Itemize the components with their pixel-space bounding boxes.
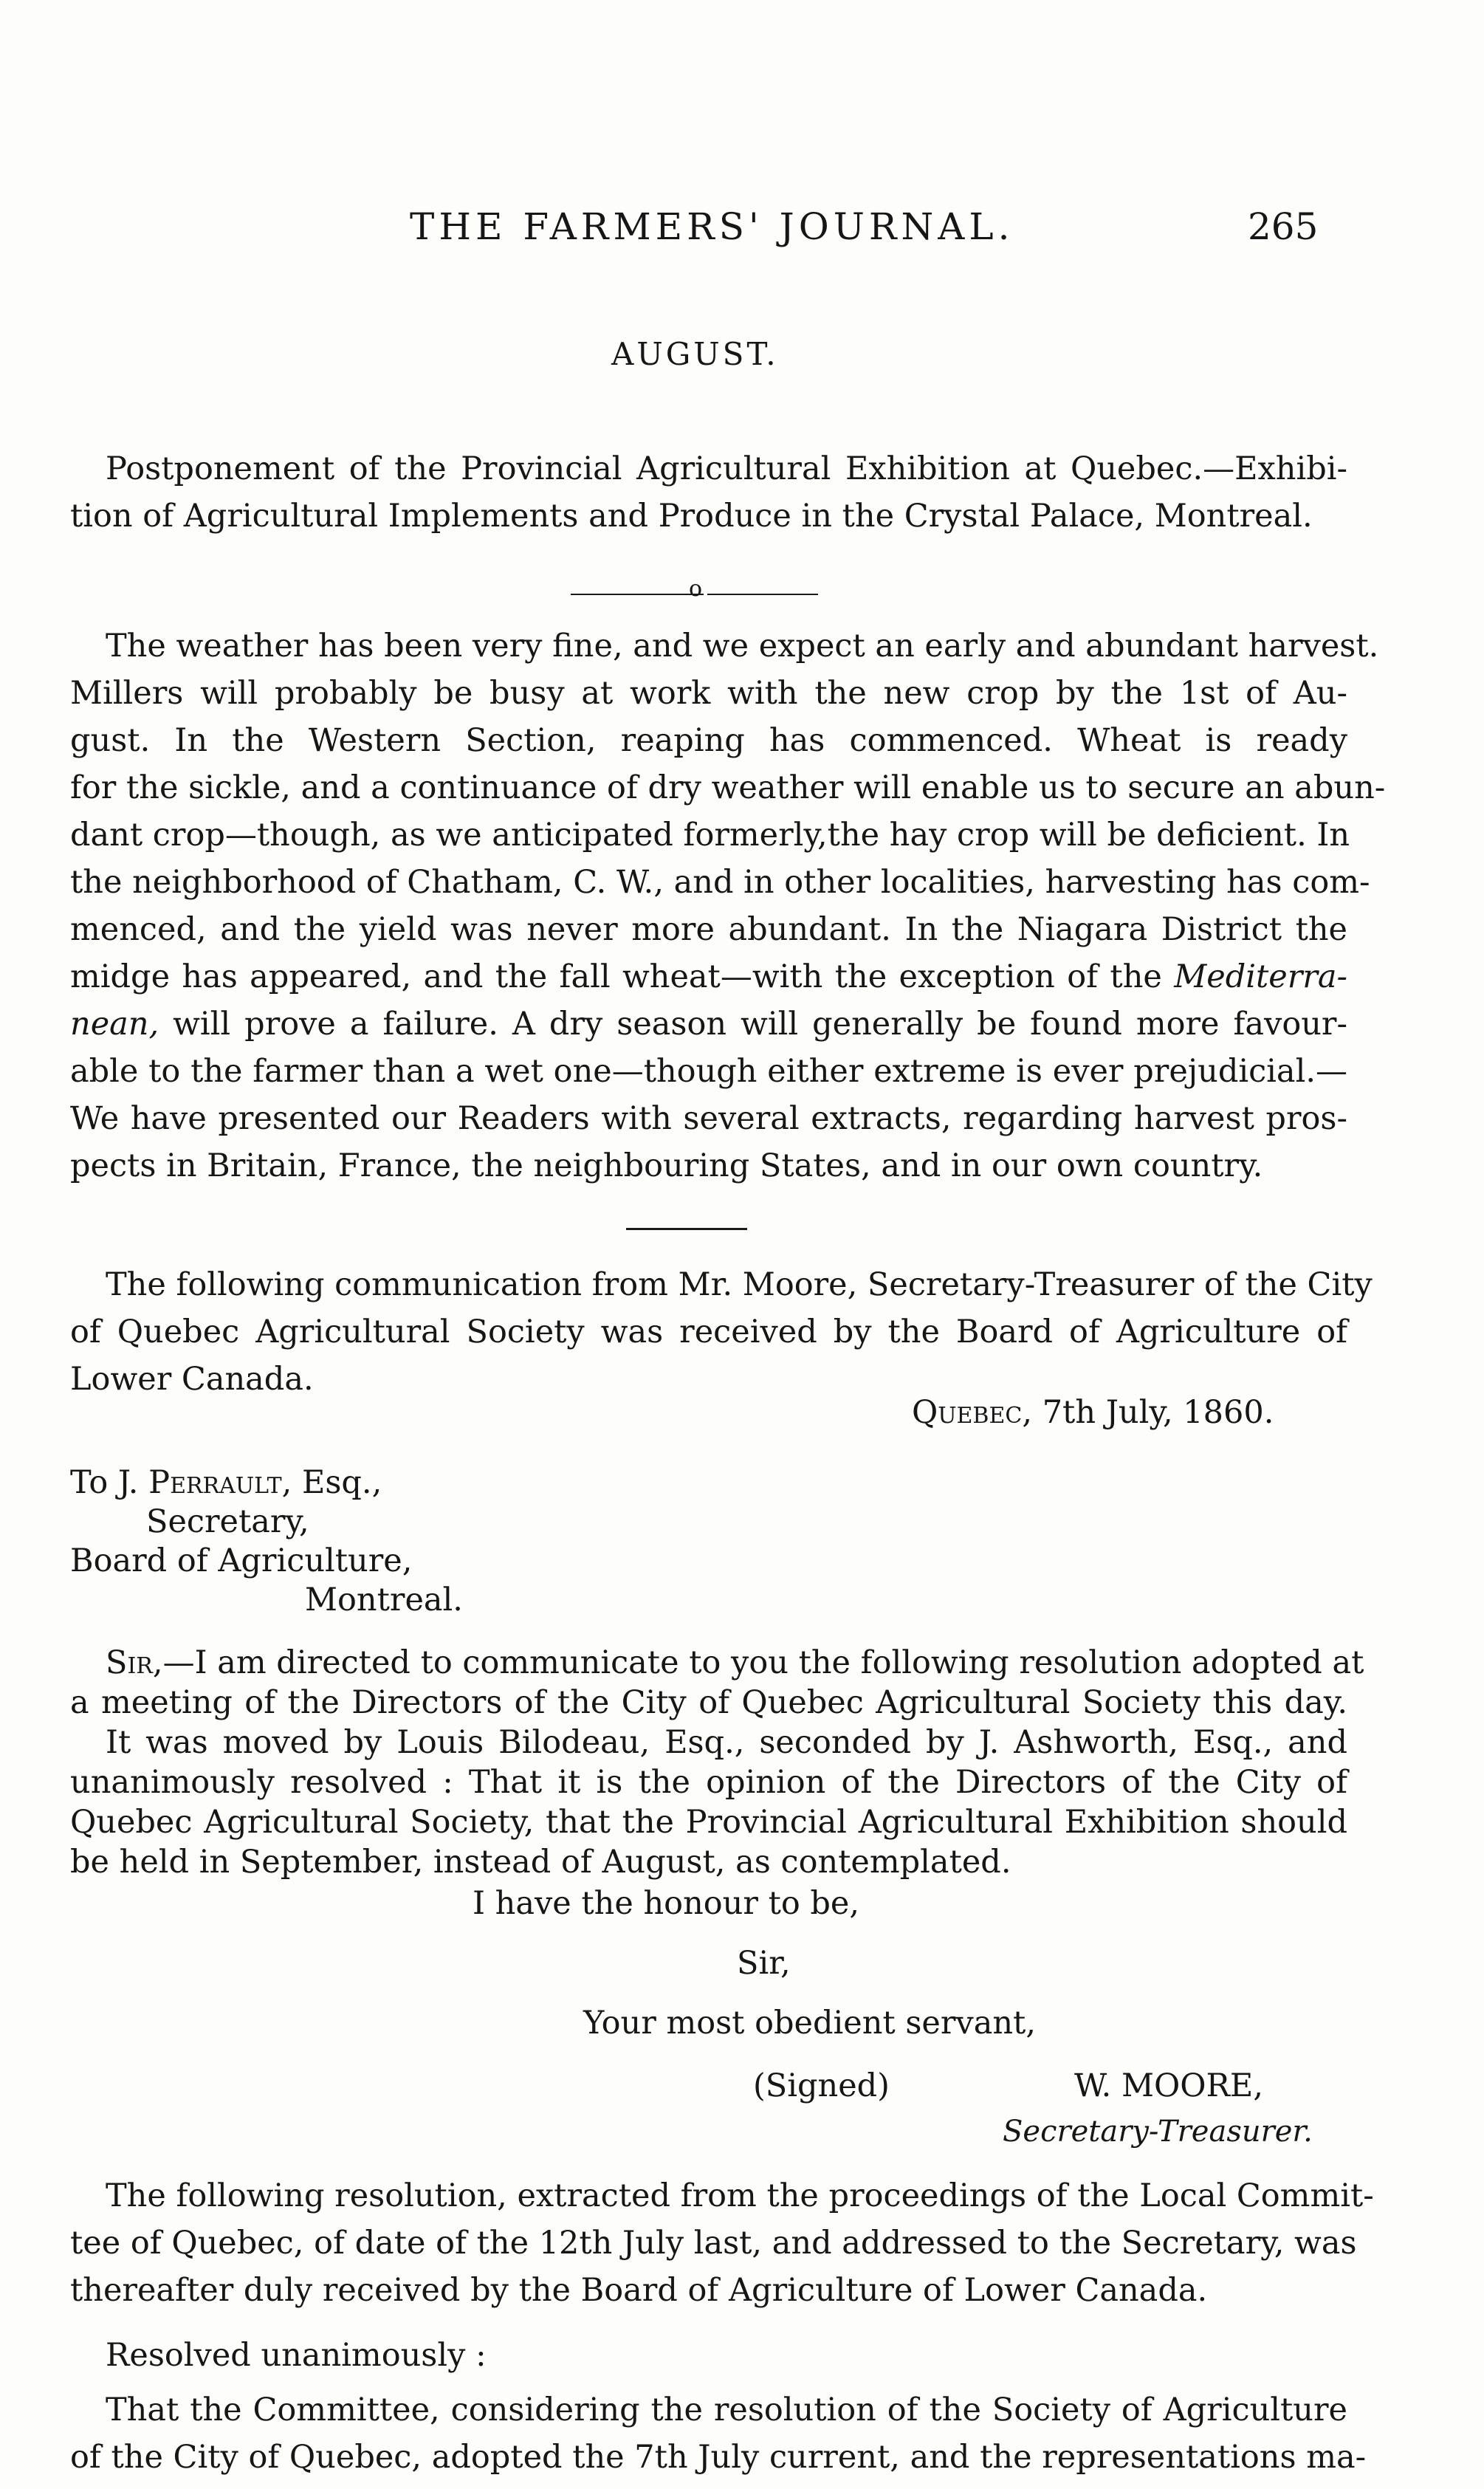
closing-line: Sir, bbox=[737, 1945, 791, 1982]
sir-label: Sir, bbox=[106, 1644, 163, 1681]
separator-rule-right bbox=[707, 594, 818, 595]
paragraph-line: Lower Canada. bbox=[70, 1361, 314, 1398]
paragraph-line bbox=[70, 953, 1347, 1000]
paragraph-line: of the City of Quebec, adopted the 7th July current, and the representations ma- bbox=[70, 2439, 1367, 2476]
signer-name: W. MOORE, bbox=[1074, 2067, 1263, 2104]
headline bbox=[70, 445, 1347, 540]
communication-intro bbox=[70, 1261, 1373, 1403]
italic-word: Mediterra- bbox=[1174, 958, 1347, 995]
letter-body bbox=[70, 1643, 1364, 1882]
paragraph-line: a meeting of the Directors of the City of Quebec Agricultural Society this day. bbox=[70, 1684, 1347, 1721]
paragraph-line: unanimously resolved : That it is the opinion of the Directors of the City of bbox=[70, 1764, 1347, 1801]
page-number: 265 bbox=[1248, 205, 1319, 248]
letter-date: 7th July, 1860. bbox=[1042, 1394, 1274, 1431]
paragraph-text: will prove a failure. A dry season will generally be found more favour- bbox=[173, 1006, 1347, 1043]
paragraph-line: gust. In the Western Section, reaping has commenced. Wheat is ready bbox=[70, 722, 1347, 759]
paragraph-line: The following resolution, extracted from the proceedings of the Local Commit- bbox=[106, 2177, 1374, 2214]
weather-paragraph bbox=[70, 622, 1386, 1189]
addressee-name: Perrault, bbox=[148, 1464, 292, 1501]
resolution-text bbox=[70, 2386, 1367, 2481]
letter-place: Quebec, bbox=[912, 1394, 1033, 1431]
addressee-board: Board of Agriculture, bbox=[70, 1542, 413, 1579]
addressee-line bbox=[70, 1464, 382, 1501]
paragraph-line: be held in September, instead of August, as contemplated. bbox=[70, 1844, 1011, 1881]
resolution-intro bbox=[70, 2172, 1374, 2314]
paragraph-line: able to the farmer than a wet one—though either extreme is ever prejudicial.— bbox=[70, 1053, 1347, 1090]
headline-line: tion of Agricultural Implements and Produce in the Crystal Palace, Montreal. bbox=[70, 498, 1313, 535]
letter-dateline bbox=[912, 1394, 1274, 1431]
paragraph-line: menced, and the yield was never more abundant. In the Niagara District the bbox=[70, 911, 1347, 948]
paragraph-line: That the Committee, considering the resolution of the Society of Agriculture bbox=[106, 2392, 1347, 2428]
paragraph-line: tee of Quebec, of date of the 12th July last, and addressed to the Secretary, was bbox=[70, 2225, 1357, 2262]
paragraph-line: The following communication from Mr. Moore, Secretary-Treasurer of the City bbox=[106, 1266, 1373, 1303]
addressee-title: Secretary, bbox=[146, 1503, 309, 1540]
paragraph-line: for the sickle, and a continuance of dry weather will enable us to secure an abun- bbox=[70, 769, 1386, 806]
headline-line: Postponement of the Provincial Agricultural Exhibition at Quebec.—Exhibi- bbox=[106, 450, 1347, 487]
paragraph-line: the neighborhood of Chatham, C. W., and in other localities, harvesting has com- bbox=[70, 864, 1370, 901]
addressee-city: Montreal. bbox=[305, 1582, 463, 1618]
paragraph-line: It was moved by Louis Bilodeau, Esq., seconded by J. Ashworth, Esq., and bbox=[106, 1724, 1347, 1761]
salutation-to: To J. bbox=[70, 1464, 139, 1501]
paragraph-line: of Quebec Agricultural Society was received by the Board of Agriculture of bbox=[70, 1314, 1347, 1350]
paragraph-line: dant crop—though, as we anticipated formerly,the hay crop will be deficient. In bbox=[70, 817, 1350, 854]
paragraph-text: —I am directed to communicate to you the following resolution adopted at bbox=[162, 1644, 1364, 1681]
signed-label: (Signed) bbox=[753, 2067, 890, 2104]
separator-mark: o bbox=[689, 576, 703, 602]
paragraph-line: We have presented our Readers with several extracts, regarding harvest pros- bbox=[70, 1100, 1347, 1137]
paragraph-line: Millers will probably be busy at work with the new crop by the 1st of Au- bbox=[70, 675, 1347, 712]
signer-title: Secretary-Treasurer. bbox=[1003, 2115, 1313, 2149]
paragraph-line: pects in Britain, France, the neighbouring States, and in our own country. bbox=[70, 1147, 1263, 1184]
italic-word: nean, bbox=[70, 1006, 159, 1043]
closing-line: Your most obedient servant, bbox=[583, 2005, 1037, 2042]
paragraph-line: The weather has been very fine, and we expect an early and abundant harvest. bbox=[106, 628, 1379, 665]
paragraph-text: midge has appeared, and the fall wheat—with the exception of the bbox=[70, 958, 1162, 995]
section-divider bbox=[626, 1228, 747, 1230]
addressee-suffix: Esq., bbox=[301, 1464, 382, 1501]
paragraph-line: thereafter duly received by the Board of Agriculture of Lower Canada. bbox=[70, 2272, 1208, 2309]
separator-rule-left bbox=[571, 594, 704, 595]
paragraph-line bbox=[70, 1000, 1347, 1048]
paragraph-line bbox=[70, 1643, 1364, 1683]
section-heading: AUGUST. bbox=[611, 336, 779, 372]
closing-line: I have the honour to be, bbox=[473, 1885, 860, 1922]
paragraph-line: Quebec Agricultural Society, that the Provincial Agricultural Exhibition should bbox=[70, 1804, 1347, 1841]
journal-title: THE FARMERS' JOURNAL. bbox=[410, 205, 1014, 248]
resolved-heading: Resolved unanimously : bbox=[106, 2337, 487, 2374]
